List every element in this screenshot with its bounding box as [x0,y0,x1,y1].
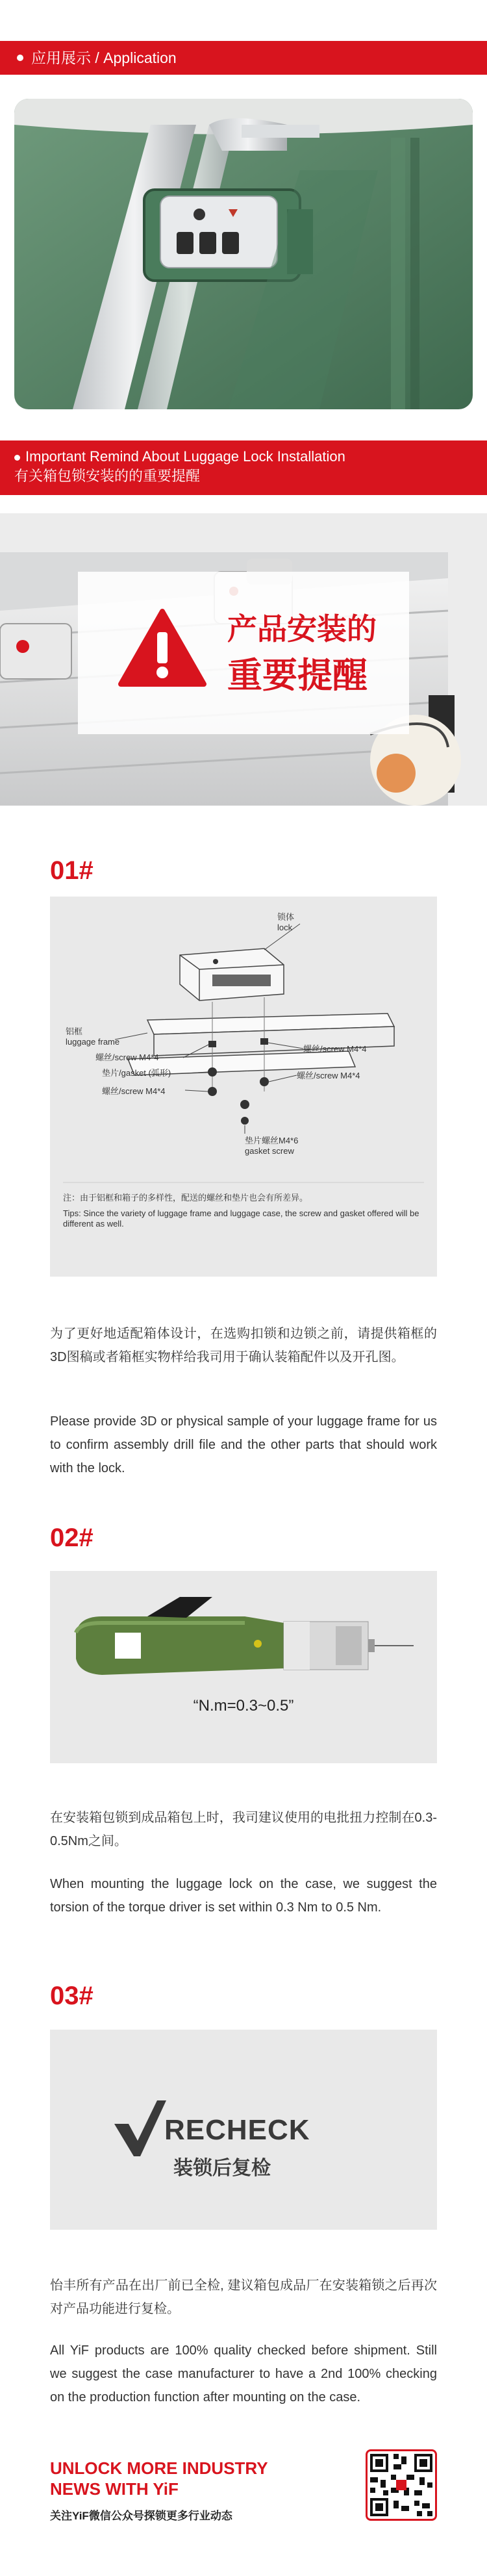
gasket-screw-label-en: gasket screw [245,1146,294,1156]
bullet-dot-icon [14,455,20,461]
remind-banner-line2: 有关箱包锁安装的的重要提醒 [14,468,201,484]
torque-driver-illustration [50,1571,437,1763]
warning-overlay [78,572,409,734]
assembly-note-en: Tips: Since the variety of luggage frame and luggage case, the screw and gasket offered will be different as well. [63,1208,419,1229]
step1-paragraph-en: Please provide 3D or physical sample of your luggage frame for us to confirm assembly drill file and the other parts that should work with the lock. [50,1414,437,1475]
step2-paragraph-cn: 在安装箱包锁到成品箱包上时，我司建议使用的电批扭力控制在0.3-0.5Nm之间。 [50,1811,437,1848]
recheck-title-cn: 装锁后复检 [173,2158,271,2179]
step3-paragraph-cn: 怡丰所有产品在出厂前已全检, 建议箱包成品厂在安装箱锁之后再次对产品功能进行复检。 [50,2278,437,2316]
lock-label-cn: 锁体 [277,912,295,922]
remind-banner [0,440,487,495]
green-suitcase-illustration [14,99,473,409]
step3-number: 03# [50,1982,94,2010]
wechat-qr-code[interactable] [366,2449,437,2521]
remind-photo [0,513,487,806]
footer-headline-1: UNLOCK MORE INDUSTRY [50,2458,268,2478]
torque-range-label: “N.m=0.3~0.5” [193,1697,294,1715]
recheck-title-en: RECHECK [164,2114,310,2146]
step3-paragraph-en: All YiF products are 100% quality checked before shipment. Still we suggest the case manufacturer to have a 2nd 100% checking on the production function after mounting on the case. [50,2343,437,2404]
frame-label-cn: 铝框 [66,1027,83,1036]
gasket-screw-label-cn: 垫片螺丝M4*6 [245,1136,299,1145]
step2-number: 02# [50,1524,94,1552]
screw-label-4: 螺丝/screw M4*4 [102,1086,166,1096]
recheck-panel [50,2030,437,2230]
application-banner-label: 应用展示 / Application [31,49,177,66]
screw-label-2: 螺丝/screw M4*4 [303,1044,367,1054]
warning-title-line2: 重要提醒 [227,655,368,696]
screw-label-3: 螺丝/screw M4*4 [297,1071,360,1080]
screw-label-1: 螺丝/screw M4*4 [95,1052,159,1062]
application-photo [14,99,473,409]
step1-number: 01# [50,856,94,885]
torque-driver-panel [50,1571,437,1763]
warning-triangle-icon [117,607,208,689]
step2-paragraph-en: When mounting the luggage lock on the case, we suggest the torsion of the torque driver is set within 0.3 Nm to 0.5 Nm. [50,1877,437,1915]
gasket-label: 垫片/gasket (弧形) [102,1068,171,1078]
footer-headline-2: NEWS WITH YiF [50,2479,179,2499]
warning-title-line1: 产品安装的 [227,611,377,646]
qr-code-icon [368,2451,435,2519]
bullet-dot-icon [17,55,23,61]
check-mark-icon [112,2098,168,2158]
step1-paragraph-cn: 为了更好地适配箱体设计，在选购扣锁和边锁之前，请提供箱框的3D图稿或者箱框实物样给我司用于确认装箱配件以及开孔图。 [50,1327,437,1364]
assembly-diagram-panel [50,897,437,1277]
frame-label-en: luggage frame [66,1037,120,1047]
footer-subtext: 关注YiF微信公众号探锁更多行业动态 [50,2510,232,2522]
assembly-note-cn: 注：由于铝框和箱子的多样性，配送的螺丝和垫片也会有所差异。 [63,1193,308,1203]
remind-banner-line1: Important Remind About Luggage Lock Installation [25,448,345,465]
lock-label-en: lock [277,923,293,932]
application-banner [0,41,487,75]
